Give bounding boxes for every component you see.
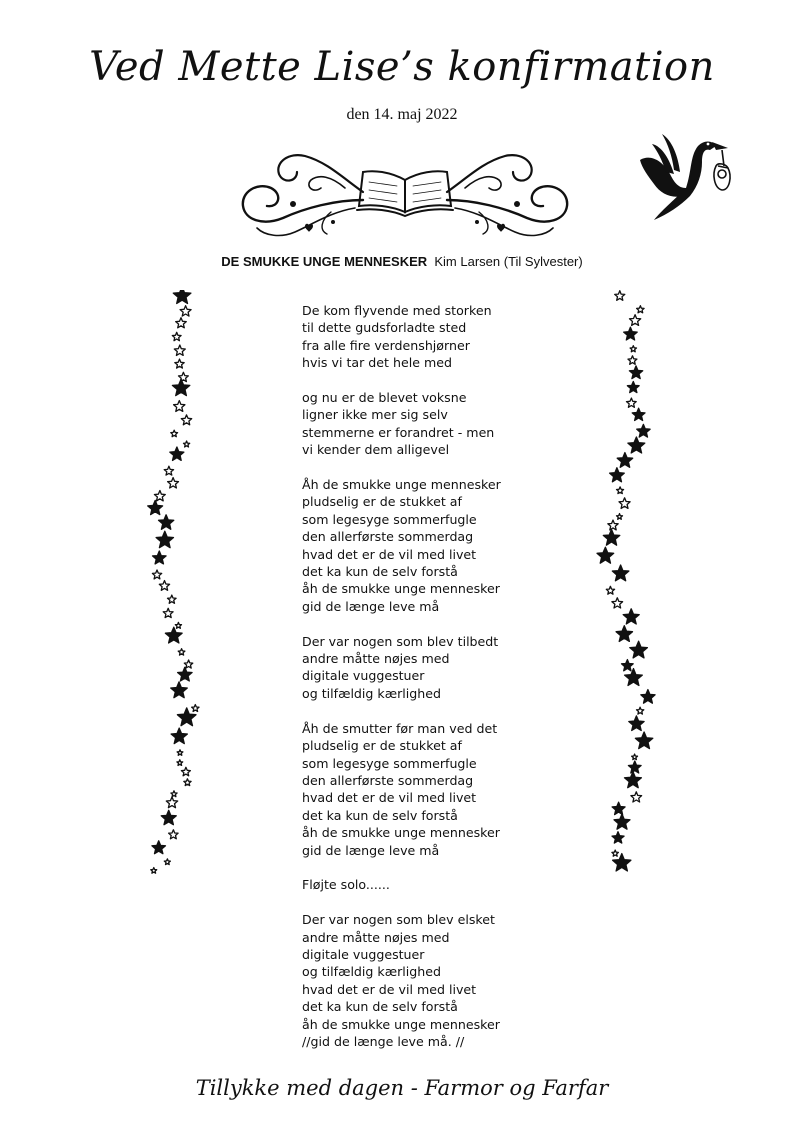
- left-star-garland: [138, 290, 208, 890]
- star-icon: [175, 359, 184, 368]
- star-icon: [635, 732, 652, 749]
- stanza: [302, 476, 602, 615]
- song-header: [0, 254, 804, 269]
- song-attribution: Kim Larsen (Til Sylvester): [434, 254, 583, 269]
- star-icon: [632, 754, 638, 760]
- lyric-line: og tilfældig kærlighed: [302, 964, 441, 980]
- lyric-line: //gid de længe leve må. //: [302, 1033, 465, 1049]
- lyric-line: Der var nogen som blev tilbedt: [302, 633, 499, 649]
- star-icon: [630, 346, 636, 352]
- stork-carrying-baby-icon: [632, 130, 734, 222]
- star-icon: [168, 595, 177, 603]
- star-icon: [184, 779, 191, 786]
- star-icon: [631, 792, 642, 802]
- star-icon: [623, 609, 639, 624]
- star-icon: [612, 802, 625, 814]
- star-icon: [154, 491, 165, 501]
- stanza: [302, 302, 602, 372]
- star-icon: [166, 797, 177, 808]
- lyric-line: åh de smukke unge mennesker: [302, 1016, 500, 1032]
- star-icon: [630, 641, 648, 658]
- lyric-line: hvis vi tar det hele med: [302, 355, 452, 371]
- star-icon: [171, 791, 177, 797]
- star-icon: [159, 581, 169, 591]
- star-icon: [612, 565, 629, 581]
- star-icon: [628, 761, 641, 773]
- lyric-line: De kom flyvende med storken: [302, 303, 492, 318]
- lyric-line: gid de længe leve må: [302, 598, 440, 614]
- star-icon: [627, 382, 639, 393]
- lyric-line: åh de smukke unge mennesker: [302, 581, 500, 597]
- star-icon: [627, 398, 637, 407]
- star-icon: [610, 468, 625, 482]
- star-icon: [192, 705, 199, 712]
- star-icon: [153, 551, 167, 564]
- footer-greeting: Tillykke med dagen - Farmor og Farfar: [195, 1076, 609, 1100]
- stanza: [302, 720, 602, 859]
- stanza: [302, 911, 602, 1050]
- star-icon: [164, 466, 173, 475]
- star-icon: [630, 315, 641, 326]
- right-star-garland: [592, 290, 662, 890]
- star-icon: [603, 529, 620, 545]
- star-icon: [161, 810, 176, 824]
- stanza: [302, 389, 602, 459]
- star-icon: [178, 649, 185, 655]
- lyric-line: Åh de smutter før man ved det: [302, 720, 498, 736]
- lyric-line: andre måtte nøjes med: [302, 651, 450, 667]
- star-icon: [637, 707, 644, 714]
- star-icon: [617, 487, 624, 494]
- star-icon: [641, 690, 655, 704]
- star-icon: [164, 859, 170, 865]
- scroll-ornament-with-open-book-icon: [235, 148, 575, 244]
- star-icon: [174, 401, 185, 412]
- star-icon: [175, 622, 181, 628]
- star-icon: [184, 660, 193, 668]
- star-icon: [169, 830, 179, 839]
- lyric-line: stemmerne er forandret - men: [302, 424, 495, 440]
- star-icon: [163, 608, 173, 617]
- lyric-line: fra alle fire verdenshjørner: [302, 337, 470, 353]
- star-icon: [628, 437, 645, 453]
- lyric-line: Fløjte solo......: [302, 877, 390, 893]
- star-icon: [178, 667, 193, 681]
- star-icon: [152, 841, 166, 854]
- lyric-line: digitale vuggestuer: [302, 668, 425, 684]
- star-icon: [177, 760, 183, 766]
- lyric-line: pludselig er de stukket af: [302, 738, 462, 754]
- lyric-line: hvad det er de vil med livet: [302, 981, 477, 997]
- stanza: [302, 633, 602, 703]
- star-icon: [617, 514, 623, 520]
- lyric-line: den allerførste sommerdag: [302, 529, 474, 545]
- star-icon: [622, 660, 634, 671]
- lyric-line: og nu er de blevet voksne: [302, 390, 467, 406]
- star-icon: [617, 453, 633, 468]
- lyric-line: digitale vuggestuer: [302, 946, 425, 962]
- song-lyrics: [302, 302, 602, 1068]
- star-icon: [172, 332, 181, 340]
- star-icon: [173, 290, 191, 304]
- star-icon: [612, 850, 619, 856]
- stanza: [302, 876, 602, 893]
- star-icon: [180, 306, 191, 316]
- star-icon: [148, 500, 163, 514]
- star-icon: [168, 478, 179, 488]
- lyric-line: andre måtte nøjes med: [302, 929, 450, 945]
- lyric-line: til dette gudsforladte sted: [302, 320, 467, 336]
- star-icon: [165, 627, 182, 643]
- star-icon: [613, 854, 631, 871]
- star-icon: [625, 669, 643, 686]
- star-icon: [616, 626, 632, 642]
- lyric-line: som legesyge sommerfugle: [302, 755, 477, 771]
- star-icon: [156, 531, 173, 548]
- lyric-line: gid de længe leve må: [302, 842, 440, 858]
- lyric-line: Åh de smukke unge mennesker: [302, 477, 501, 493]
- star-icon: [632, 408, 645, 420]
- lyric-line: hvad det er de vil med livet: [302, 546, 477, 562]
- event-date: den 14. maj 2022: [346, 106, 458, 123]
- star-icon: [171, 430, 178, 437]
- star-icon: [184, 441, 190, 447]
- lyric-line: ligner ikke mer sig selv: [302, 407, 448, 423]
- star-icon: [628, 356, 637, 365]
- star-icon: [614, 814, 630, 829]
- lyric-line: den allerførste sommerdag: [302, 772, 474, 788]
- lyric-line: som legesyge sommerfugle: [302, 511, 477, 527]
- star-icon: [625, 772, 642, 788]
- lyric-line: det ka kun de selv forstå: [302, 807, 458, 823]
- star-icon: [637, 306, 645, 313]
- song-title: DE SMUKKE UNGE MENNESKER: [221, 254, 428, 269]
- star-icon: [619, 498, 630, 509]
- lyric-line: det ka kun de selv forstå: [302, 564, 458, 580]
- lyric-line: Der var nogen som blev elsket: [302, 912, 495, 928]
- star-icon: [637, 424, 650, 437]
- star-icon: [181, 415, 191, 425]
- star-icon: [151, 868, 157, 874]
- star-icon: [608, 520, 618, 530]
- star-icon: [181, 767, 190, 776]
- star-icon: [171, 682, 188, 698]
- lyric-line: hvad det er de vil med livet: [302, 790, 477, 806]
- star-icon: [612, 598, 623, 608]
- star-icon: [171, 728, 187, 744]
- lyric-line: vi kender dem alligevel: [302, 442, 450, 458]
- star-icon: [615, 291, 625, 301]
- star-icon: [172, 379, 189, 396]
- star-icon: [612, 832, 624, 843]
- lyric-line: åh de smukke unge mennesker: [302, 825, 500, 841]
- star-icon: [170, 447, 184, 460]
- star-icon: [629, 366, 642, 379]
- star-icon: [176, 318, 187, 328]
- star-icon: [629, 716, 644, 731]
- star-icon: [606, 586, 614, 594]
- page-title: Ved Mette Lise’s konfirmation: [89, 44, 715, 90]
- lyric-line: pludselig er de stukket af: [302, 494, 462, 510]
- star-icon: [159, 515, 174, 530]
- star-icon: [152, 570, 161, 579]
- lyric-line: det ka kun de selv forstå: [302, 999, 458, 1015]
- star-icon: [624, 327, 638, 340]
- lyric-line: og tilfældig kærlighed: [302, 685, 441, 701]
- star-icon: [177, 750, 183, 756]
- star-icon: [174, 345, 185, 355]
